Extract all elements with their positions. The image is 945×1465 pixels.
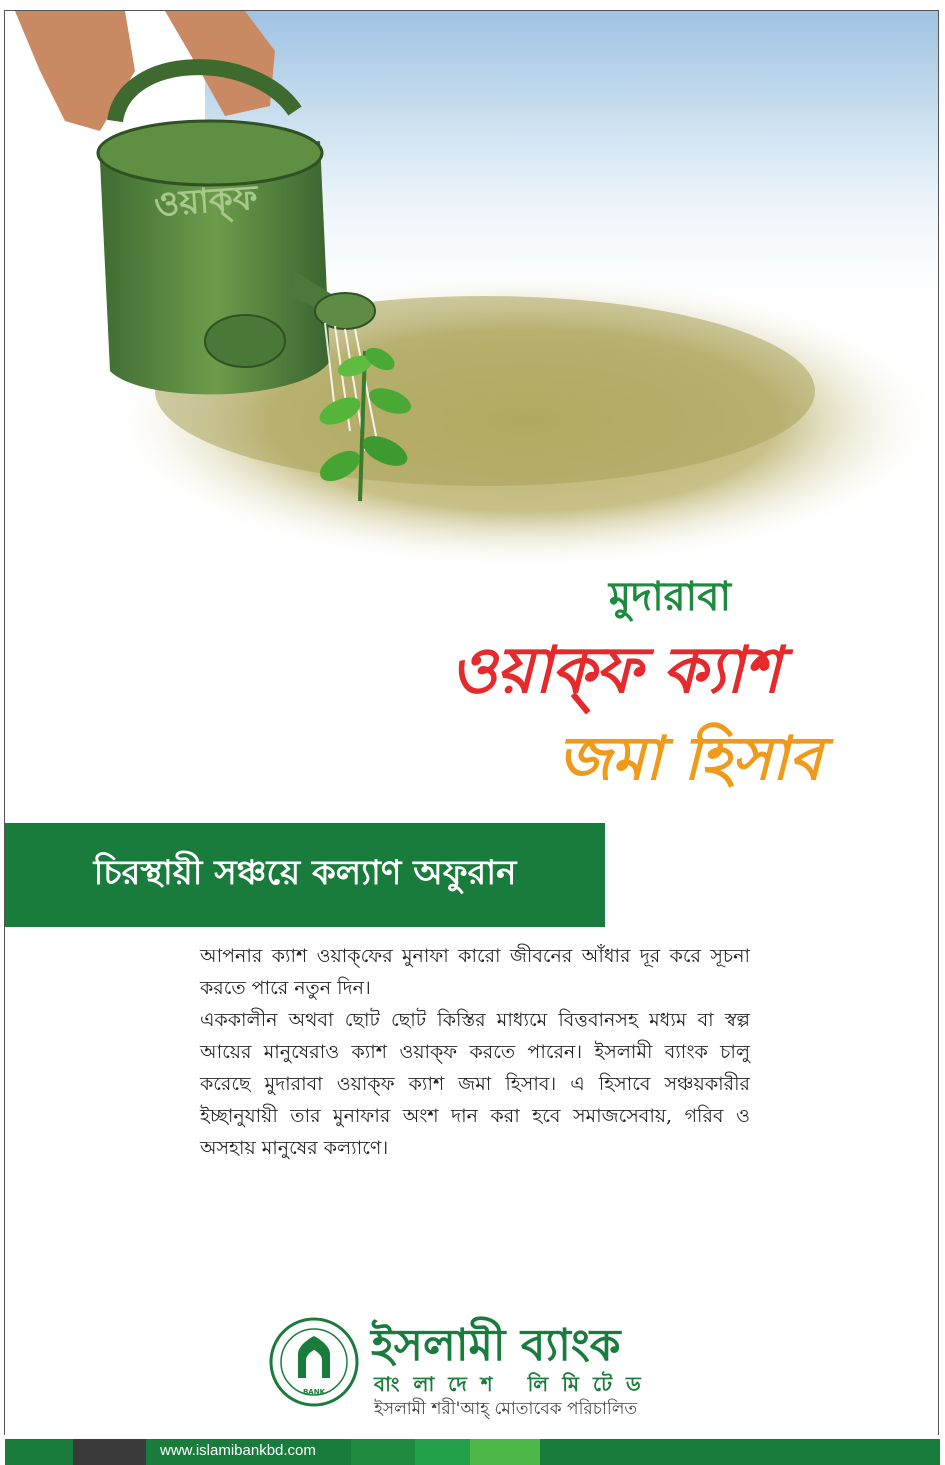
website-link[interactable]: www.islamibankbd.com	[160, 1442, 316, 1459]
footer-segment	[73, 1439, 146, 1465]
bank-subtitle: বাংলাদেশ লিমিটেড	[374, 1372, 655, 1396]
description-paragraph-2: এককালীন অথবা ছোট ছোট কিস্তির মাধ্যমে বিত্তবানসহ মধ্যম বা স্বল্প আয়ের মানুষেরাও ক্যাশ ওয়াক্‌ফ করতে পারেন। ইসলামী ব্যাংক চালু করেছে মুদারাবা ওয়াক্‌ফ ক্যাশ জমা হিসাব। এ হিসাবে সঞ্চয়কারীর ইচ্ছানুযায়ী তার মুনাফার অংশ দান করা হবে সমাজসেবায়, গরিব ও অসহায় মানুষের কল্যাণে।	[200, 1009, 750, 1159]
can-rim	[98, 121, 322, 185]
footer-segment	[470, 1439, 540, 1465]
footer-segment	[351, 1439, 415, 1465]
title-deposit-account: জমা হিসাব	[557, 724, 823, 794]
description-paragraph-1: আপনার ক্যাশ ওয়াক্‌ফের মুনাফা কারো জীবনের আঁধার দূর করে সূচনা করতে পারে নতুন দিন।	[200, 945, 750, 999]
watering-can-illustration	[5, 11, 938, 611]
footer-url-segment	[146, 1439, 351, 1465]
description	[200, 940, 750, 1164]
footer-segment	[5, 1439, 73, 1465]
bank-logo	[268, 1312, 688, 1427]
emblem-text: BANK	[302, 1388, 326, 1396]
slogan-text: চিরস্থায়ী সঞ্চয়ে কল্যাণ অফুরান	[93, 852, 517, 893]
title-waqf-cash: ওয়াক্‌ফ ক্যাশ	[450, 634, 780, 708]
bank-emblem-icon	[268, 1316, 360, 1408]
footer-segment	[415, 1439, 470, 1465]
footer-bar	[5, 1439, 940, 1465]
title-mudaraba: মুদারাবা	[608, 574, 732, 620]
slogan-banner	[5, 823, 605, 927]
can-lower-handle	[205, 315, 285, 367]
bank-name: ইসলামী ব্যাংক	[371, 1320, 621, 1371]
bank-tagline: ইসলামী শরী'আহ্ মোতাবেক পরিচালিত	[374, 1399, 638, 1419]
can-label: ওয়াক্‌ফ	[152, 177, 259, 225]
spout-rose	[315, 293, 375, 329]
footer-segment	[540, 1439, 940, 1465]
